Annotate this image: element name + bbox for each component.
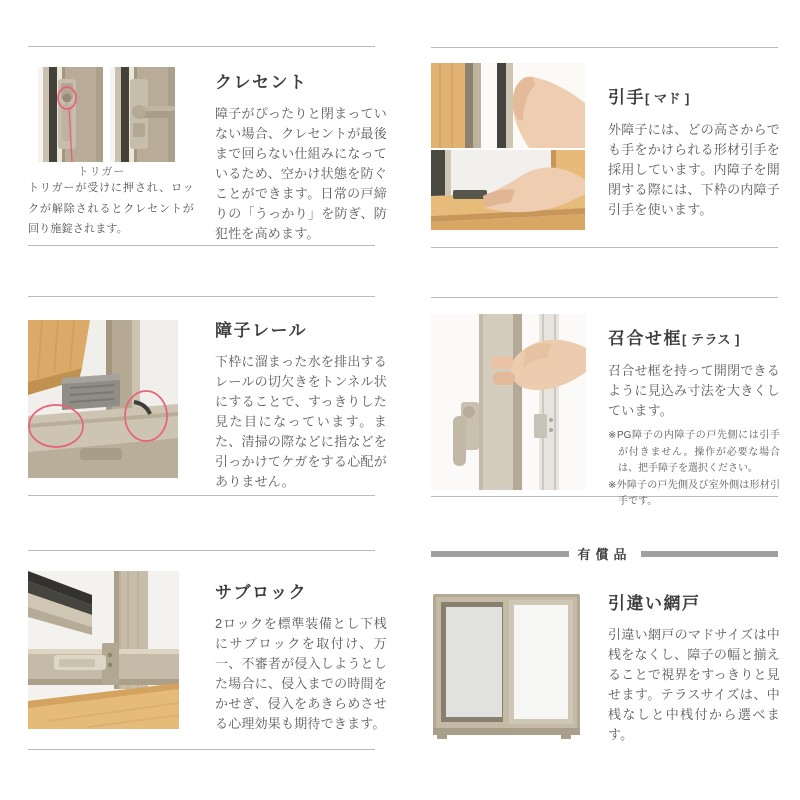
hikite-title — [608, 86, 780, 111]
section-shoji-rail — [28, 296, 387, 496]
sublock-photo — [28, 571, 179, 729]
shoji-rail-body: 下枠に溜まった水を排出するレールの切欠きをトンネル状にすることで、すっきりした見た目になっています。また、清掃の際などに指などを引っかけてケガをする心配がありません。 — [215, 354, 387, 489]
crescent-unlocked-photo — [110, 67, 175, 162]
amido-photo — [433, 590, 580, 740]
amido-title: 引違い網戸 — [608, 594, 701, 613]
crescent-locked-photo — [38, 67, 103, 162]
badge-bar-left — [431, 551, 569, 557]
meshiawase-note-1: ※PG障子の内障子の戸先側には引手が付きません。操作が必要な場合は、把手障子を選択ください。 — [608, 430, 780, 474]
sublock-title: サブロック — [215, 583, 308, 602]
section-amido — [431, 560, 778, 780]
hikite-title-tag: [ マド ] — [645, 91, 690, 106]
shoji-rail-title: 障子レール — [215, 321, 308, 340]
hikite-upper-photo — [431, 63, 585, 148]
meshiawase-notes — [608, 428, 780, 511]
section-meshiawase — [431, 297, 780, 507]
sublock-body: 2ロックを標準装備とし下桟にサブロックを取付け、万一、不審者が侵入しようとした場合に、侵入までの時間をかせぎ、侵入をあきらめさせる心理効果も期待できます。 — [215, 616, 387, 731]
section-hikite — [431, 47, 778, 248]
hikite-title-main: 引手 — [608, 88, 645, 107]
section-crescent — [28, 46, 387, 246]
meshiawase-title — [608, 327, 780, 352]
meshiawase-photo — [431, 314, 586, 490]
crescent-photo-note: トリガーが受けに押され、ロックが解除されるとクレセントが回り施錠されます。 — [28, 182, 194, 235]
meshiawase-title-tag: [ テラス ] — [682, 332, 740, 347]
badge-label: 有償品 — [577, 547, 632, 562]
section-sublock — [28, 550, 387, 750]
amido-body: 引違い網戸のマドサイズは中桟をなくし、障子の幅と揃えることで視界をすっきりと見せます。テラスサイズは、中桟なしと中桟付から選べます。 — [608, 627, 780, 742]
meshiawase-note-2: ※外障子の戸先側及び室外側は形材引手です。 — [608, 479, 780, 507]
meshiawase-title-main: 召合せ框 — [608, 329, 682, 348]
crescent-title: クレセント — [215, 73, 308, 92]
crescent-body: 障子がぴったりと閉まっていない場合、クレセントが最後まで回らない仕組みになっているため、空かけ状態を防ぐことができます。日常の戸締りの「うっかり」を防ぎ、防犯性を高めます。 — [215, 106, 387, 241]
hikite-body: 外障子には、どの高さからでも手をかけられる形材引手を採用しています。内障子を開閉する際には、下枠の内障子引手を使います。 — [608, 122, 780, 217]
hikite-lower-photo — [431, 150, 585, 230]
meshiawase-body: 召合せ框を持って開閉できるように見込み寸法を大きくしています。 — [608, 363, 780, 418]
shoji-rail-photo — [28, 320, 178, 478]
crescent-photo-caption: トリガー — [77, 166, 126, 178]
badge-bar-right — [641, 551, 779, 557]
